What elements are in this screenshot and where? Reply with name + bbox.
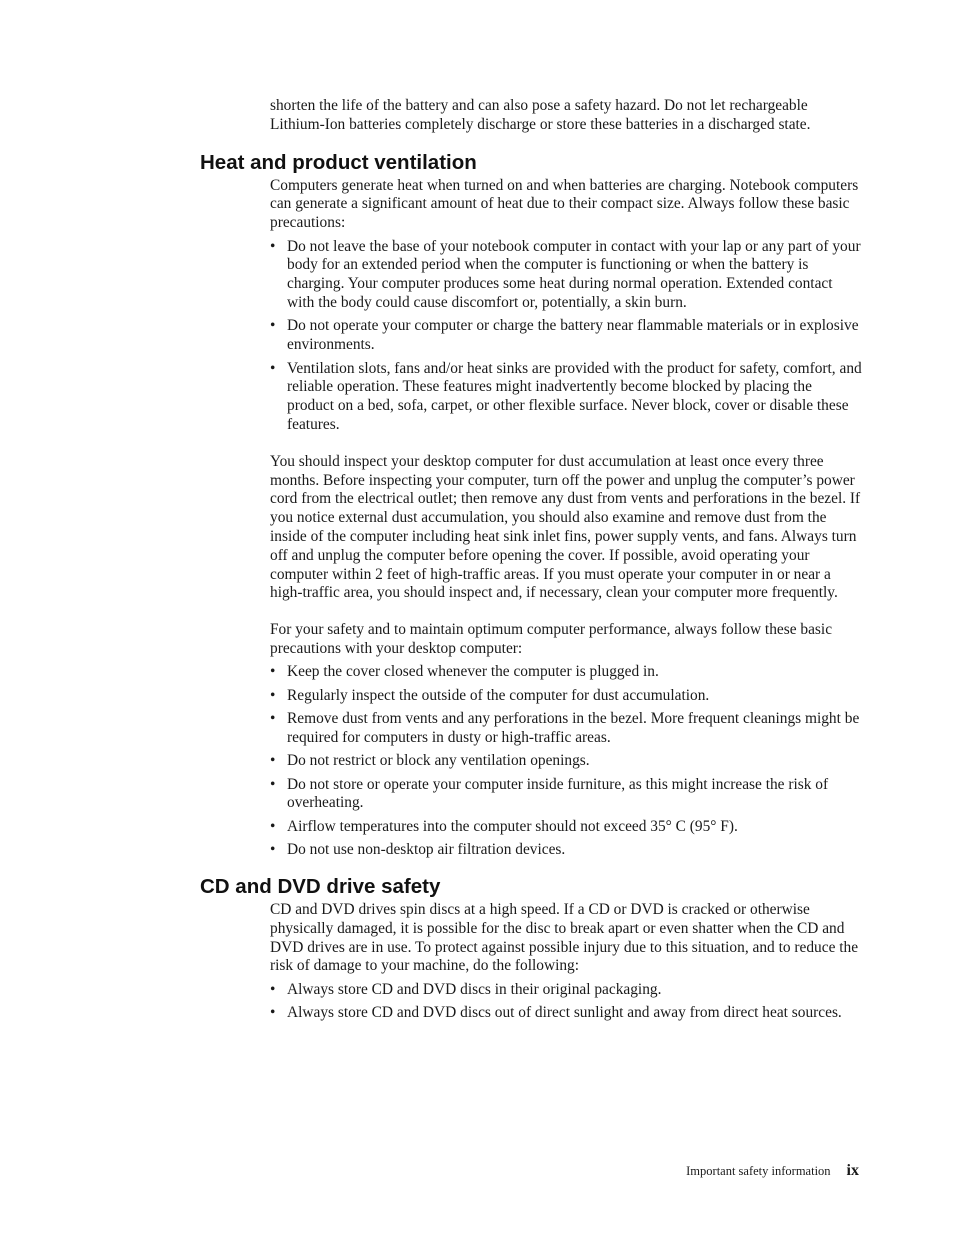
heat-precautions-list <box>270 238 862 435</box>
heat-intro-paragraph: Computers generate heat when turned on and when batteries are charging. Notebook computers can generate a significant amount of heat due to their compact size. Always follow these basic precautions: <box>270 176 859 232</box>
bullet: • <box>270 752 276 770</box>
list-item: • Airflow temperatures into the computer should not exceed 35° C (95° F). <box>270 817 738 835</box>
list-item: • Do not restrict or block any ventilation openings. <box>270 752 590 770</box>
page-footer <box>686 1162 859 1180</box>
list-item: • Regularly inspect the outside of the computer for dust accumulation. <box>270 686 710 704</box>
bullet: • <box>270 980 276 998</box>
bullet: • <box>270 317 276 335</box>
list-item: • Keep the cover closed whenever the computer is plugged in. <box>270 663 659 681</box>
cd-dvd-precautions-list <box>270 981 862 1023</box>
cd-dvd-safety-heading: CD and DVD drive safety <box>200 875 441 899</box>
bullet: • <box>270 775 276 793</box>
desktop-precautions-list <box>270 663 862 860</box>
bullet: • <box>270 817 276 835</box>
list-item: • Always store CD and DVD discs in their original packaging. <box>270 980 662 998</box>
bullet: • <box>270 841 276 859</box>
heat-ventilation-heading: Heat and product ventilation <box>200 150 477 174</box>
cd-dvd-intro-paragraph: CD and DVD drives spin discs at a high speed. If a CD or DVD is cracked or otherwise physically damaged, it is possible for the disc to break apart or even shatter when the CD and DVD drives are in use. To protect against possible injury due to this situation, and to reduce the risk of damage to your machine, do the following: <box>270 901 859 975</box>
list-item: • Remove dust from vents and any perforations in the bezel. More frequent cleanings might be required for computers in dusty or high-traffic areas. <box>270 710 860 746</box>
page-content <box>200 97 862 1023</box>
footer-section-title: Important safety information <box>686 1163 831 1178</box>
desktop-safety-paragraph: For your safety and to maintain optimum computer performance, always follow these basic precautions with your desktop computer: <box>270 621 833 657</box>
bullet: • <box>270 710 276 728</box>
intro-paragraph: shorten the life of the battery and can also pose a safety hazard. Do not let rechargeable Lithium-Ion batteries completely discharge or store these batteries in a discharged state. <box>270 97 811 133</box>
list-item: • Do not operate your computer or charge the battery near flammable materials or in explosive environments. <box>270 317 859 354</box>
bullet: • <box>270 237 276 255</box>
dust-inspection-paragraph: You should inspect your desktop computer for dust accumulation at least once every three months. Before inspecting your computer, turn off the power and unplug the computer’s power cord from the electrical outlet; then remove any dust from vents and perforations in the bezel. If you notice external dust accumulation, you should also examine and remove dust from the inside of the computer including heat sink inlet fins, power supply vents, and fans. Always turn off and unplug the computer before opening the cover. If possible, avoid operating your computer within 2 feet of high-traffic areas. If you must operate your computer in or near a high-traffic area, you should inspect and, if necessary, clean your computer more frequently. <box>270 452 861 602</box>
bullet: • <box>270 359 276 377</box>
list-item: • Do not use non-desktop air filtration devices. <box>270 841 566 859</box>
list-item: • Always store CD and DVD discs out of direct sunlight and away from direct heat sources. <box>270 1004 842 1022</box>
bullet: • <box>270 686 276 704</box>
bullet: • <box>270 1004 276 1022</box>
bullet: • <box>270 663 276 681</box>
list-item: • Do not store or operate your computer inside furniture, as this might increase the risk of overheating. <box>270 775 829 812</box>
list-item: • Do not leave the base of your notebook computer in contact with your lap or any part of your body for an extended period when the computer is functioning or when the battery is charging. Your computer produces some heat during normal operation. Extended contact with the body could cause discomfort or, potentially, a skin burn. <box>270 237 861 311</box>
page-number: ix <box>846 1162 859 1180</box>
list-item: • Ventilation slots, fans and/or heat sinks are provided with the product for safety, comfort, and reliable operation. These features might inadvertently become blocked by placing the product on a bed, sofa, carpet, or other flexible surface. Never block, cover or disable these features. <box>270 359 862 433</box>
